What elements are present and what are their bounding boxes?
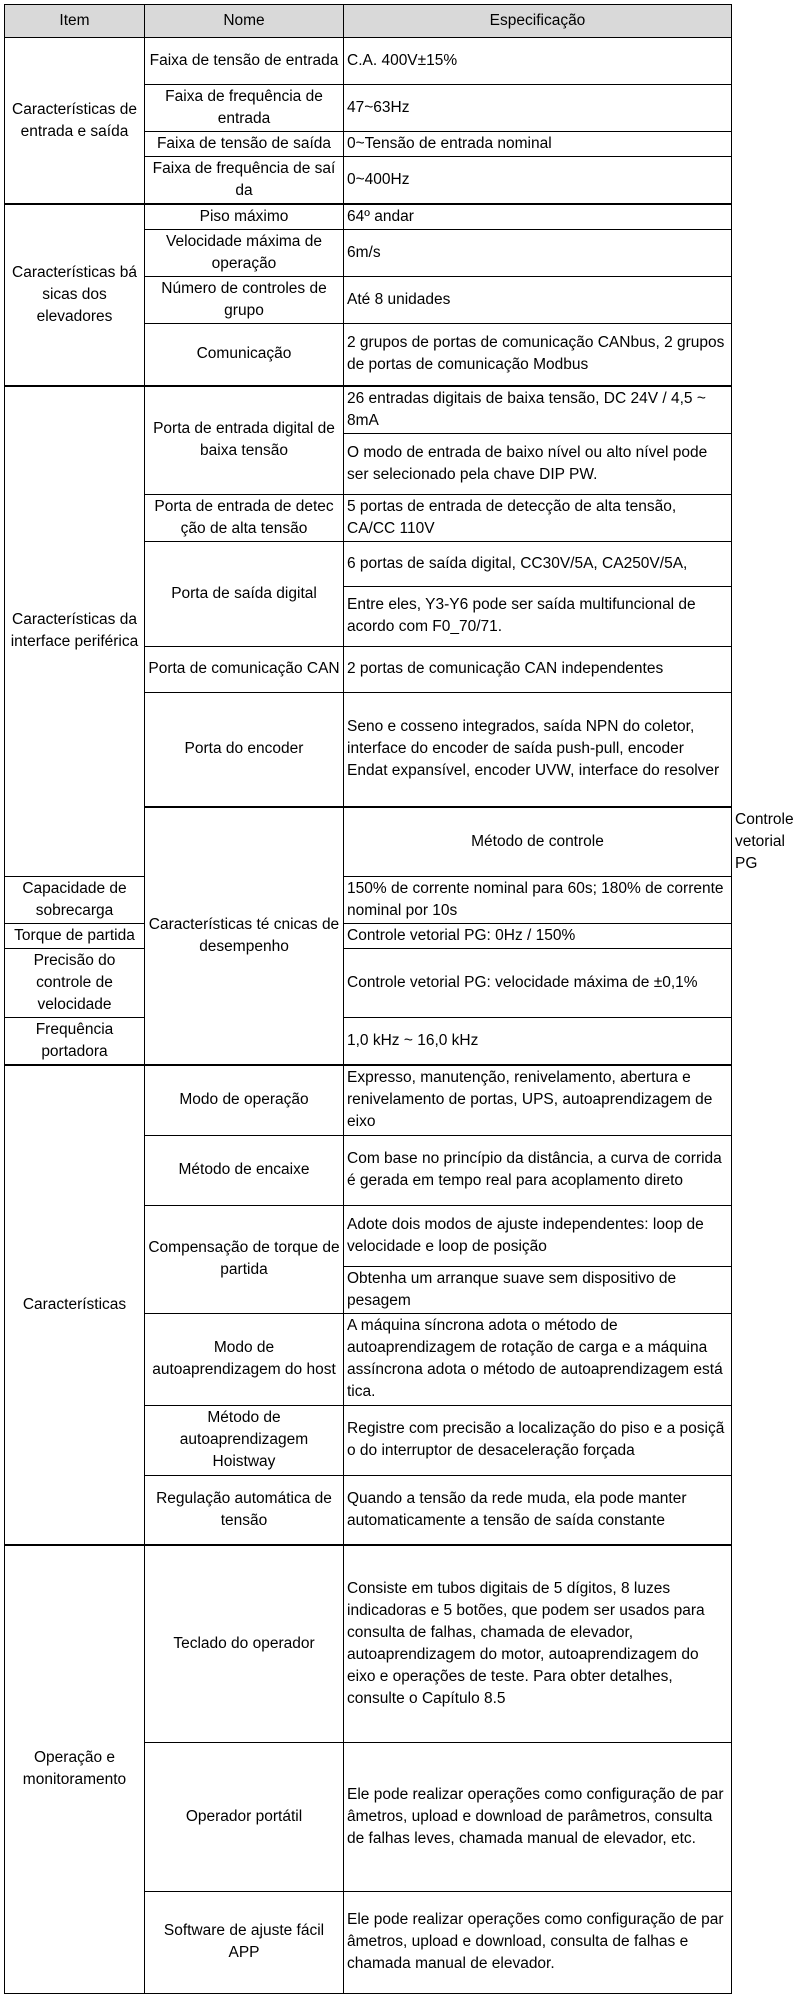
group-item: Características [5,1065,145,1545]
row-nome: Frequência portadora [5,1018,145,1066]
row-nome: Porta de entrada digital de baixa tensão [145,386,344,495]
table-row [5,1018,732,1066]
row-spec: 2 portas de comunicação CAN independentes [344,646,732,692]
row-nome: Modo de operação [145,1065,344,1135]
header-spec: Especificação [344,5,732,38]
header-nome: Nome [145,5,344,38]
row-spec: Registre com precisão a localização do piso e a posiçã o do interruptor de desaceleração forçada [344,1405,732,1475]
row-spec: Seno e cosseno integrados, saída NPN do coletor, interface do encoder de saída push-pull, encoder Endat expansível, encoder UVW, interface do resolver [344,692,732,807]
table-row: Características té cnicas de desempenho Método de controle Controle vetorial PG [5,807,732,877]
group-item: Características bá sicas dos elevadores [5,204,145,386]
row-nome: Capacidade de sobrecarga [5,877,145,924]
row-spec: Ele pode realizar operações como configuração de par âmetros, upload e download, consulta de falhas e chamada manual de elevador. [344,1891,732,1993]
group-item: Características da interface periférica [5,386,145,877]
row-spec: Controle vetorial PG: velocidade máxima de ±0,1% [344,949,732,1018]
row-nome: Método de encaixe [145,1135,344,1205]
header-item: Item [5,5,145,38]
table-row [5,38,732,85]
row-nome: Porta de saída digital [145,541,344,646]
row-nome: Velocidade máxima de operação [145,230,344,277]
row-nome: Porta de comunicação CAN [145,646,344,692]
row-nome: Faixa de tensão de saída [145,132,344,157]
row-spec: 26 entradas digitais de baixa tensão, DC 24V / 4,5 ~ 8mA [344,386,732,434]
row-spec: Ele pode realizar operações como configuração de par âmetros, upload e download de parâmetros, consulta de falhas leves, chamada manual de elevador, etc. [344,1742,732,1891]
row-spec: 64º andar [344,204,732,230]
row-spec: 1,0 kHz ~ 16,0 kHz [344,1018,732,1066]
row-spec: C.A. 400V±15% [344,38,732,85]
row-spec: Obtenha um arranque suave sem dispositivo de pesagem [344,1266,732,1313]
table-row [5,204,732,230]
row-nome: Faixa de tensão de entrada [145,38,344,85]
header-row [5,5,732,38]
table-row [5,1545,732,1742]
row-nome: Piso máximo [145,204,344,230]
table-row [5,877,732,924]
group-item: Operação e monitoramento [5,1545,145,1993]
row-nome: Faixa de frequência de entrada [145,85,344,132]
spec-table [4,4,794,1994]
row-spec: Entre eles, Y3-Y6 pode ser saída multifuncional de acordo com F0_70/71. [344,586,732,646]
row-spec: Até 8 unidades [344,277,732,324]
row-spec: Consiste em tubos digitais de 5 dígitos, 8 luzes indicadoras e 5 botões, que podem ser usados para consulta de falhas, chamada de elevador, autoaprendizagem do motor, autoaprendizagem do eixo e operações de teste. Para obter detalhes, consulte o Capítulo 8.5 [344,1545,732,1742]
row-spec: 6 portas de saída digital, CC30V/5A, CA250V/5A, [344,541,732,586]
row-spec: 5 portas de entrada de detecção de alta tensão, CA/CC 110V [344,494,732,541]
row-spec: 0~400Hz [344,157,732,205]
row-nome: Porta do encoder [145,692,344,807]
row-spec: O modo de entrada de baixo nível ou alto nível pode ser selecionado pela chave DIP PW. [344,433,732,494]
row-spec: Quando a tensão da rede muda, ela pode manter automaticamente a tensão de saída constante [344,1475,732,1545]
row-spec: Expresso, manutenção, renivelamento, abertura e renivelamento de portas, UPS, autoaprendizagem de eixo [344,1065,732,1135]
row-spec: 2 grupos de portas de comunicação CANbus, 2 grupos de portas de comunicação Modbus [344,324,732,386]
row-nome: Operador portátil [145,1742,344,1891]
row-nome: Método de autoaprendizagem Hoistway [145,1405,344,1475]
group-item: Características té cnicas de desempenho [145,807,344,1065]
row-spec: 150% de corrente nominal para 60s; 180% de corrente nominal por 10s [344,877,732,924]
row-spec: Controle vetorial PG: 0Hz / 150% [344,924,732,949]
row-nome: Torque de partida [5,924,145,949]
row-spec: A máquina síncrona adota o método de autoaprendizagem de rotação de carga e a máquina assíncrona adota o método de autoaprendizagem está tica. [344,1313,732,1405]
row-nome: Precisão do controle de velocidade [5,949,145,1018]
row-nome: Compensação de torque de partida [145,1205,344,1313]
group-item: Características de entrada e saída [5,38,145,205]
row-nome: Porta de entrada de detec ção de alta tensão [145,494,344,541]
row-nome: Modo de autoaprendizagem do host [145,1313,344,1405]
row-spec: 47~63Hz [344,85,732,132]
row-nome: Número de controles de grupo [145,277,344,324]
row-spec: 6m/s [344,230,732,277]
table-row [5,949,732,1018]
table-row [5,924,732,949]
table-row [5,386,732,434]
row-spec: 0~Tensão de entrada nominal [344,132,732,157]
row-nome: Método de controle [344,807,732,877]
row-spec: Com base no princípio da distância, a curva de corrida é gerada em tempo real para acoplamento direto [344,1135,732,1205]
row-nome: Comunicação [145,324,344,386]
table-row [5,1065,732,1135]
row-nome: Faixa de frequência de saí da [145,157,344,205]
row-nome: Software de ajuste fácil APP [145,1891,344,1993]
row-spec: Adote dois modos de ajuste independentes: loop de velocidade e loop de posição [344,1205,732,1266]
row-nome: Teclado do operador [145,1545,344,1742]
row-nome: Regulação automática de tensão [145,1475,344,1545]
